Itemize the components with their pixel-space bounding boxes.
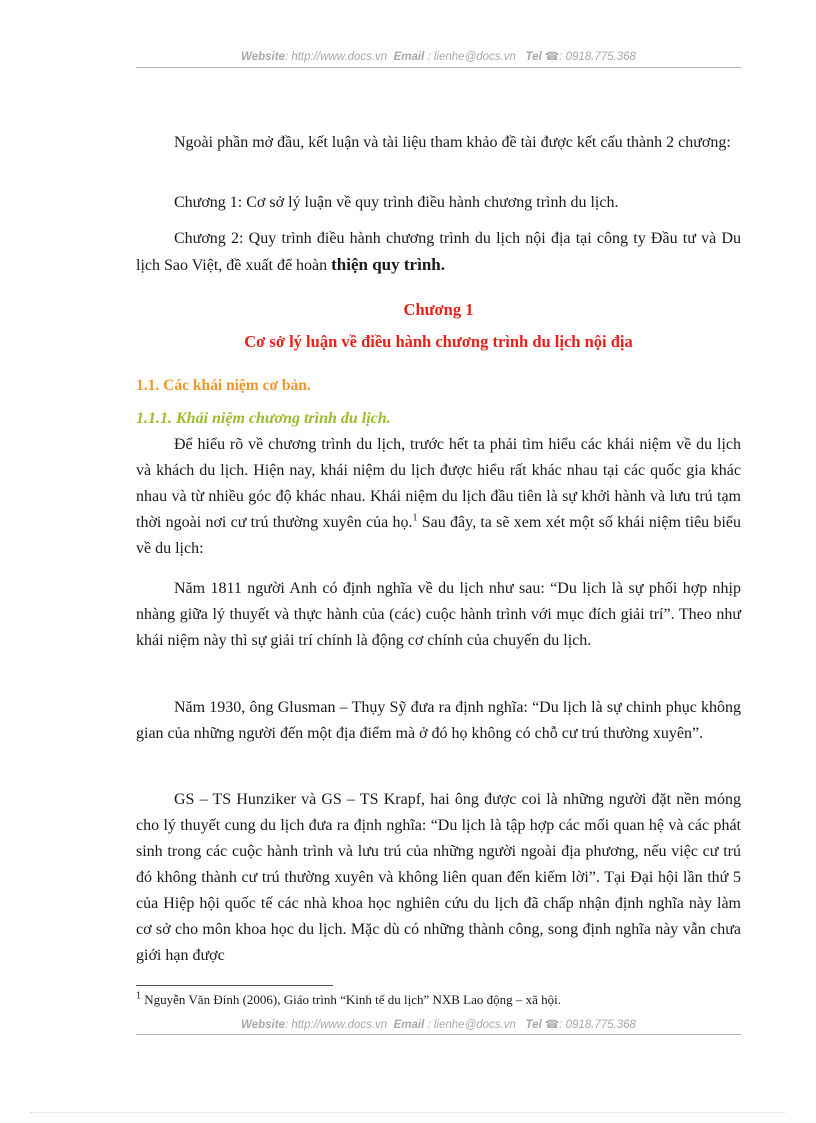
body-paragraph-2: Năm 1811 người Anh có định nghĩa về du lịch như sau: “Du lịch là sự phối hợp nhịp nhàng giữa lý thuyết và thực hành của (các) cuộc hành trình với mục đích giải trí”. Theo như khái niệm này thì sự giải trí chính là động cơ chính của chuyến du lịch. <box>136 580 741 649</box>
footer-phone-icon: ☎ <box>544 1019 560 1031</box>
body-paragraph-1 <box>136 432 741 562</box>
footnote-mark: 1 <box>136 990 141 1002</box>
chapter-2-outline-text: Chương 2: Quy trình điều hành chương trình du lịch nội địa tại công ty Đầu tư và Du lịch Sao Việt, đề xuất để hoàn <box>136 230 741 274</box>
footnote-text: Nguyễn Văn Đính (2006), Giáo trình “Kinh tế du lịch” NXB Lao động – xã hội. <box>141 992 562 1007</box>
body-paragraph-4: GS – TS Hunziker và GS – TS Krapf, hai ông được coi là những người đặt nền móng cho lý thuyết cung du lịch đưa ra định nghĩa: “Du lịch là tập hợp các mối quan hệ và các phát sinh trong các cuộc hành trình và lưu trú của những người ngoài địa phương, nếu việc cư trú đó không thành cư trú thường xuyên và không liên quan đến kiếm lời”. Tại Đại hội lần thứ 5 của Hiệp hội quốc tế các nhà khoa học nghiên cứu du lịch đã chấp nhận định nghĩa này làm cơ sở cho môn khoa học du lịch. Mặc dù có những thành công, song định nghĩa này vẫn chưa giới hạn được <box>136 791 741 964</box>
chapter-title: Cơ sở lý luận về điều hành chương trình du lịch nội địa <box>244 332 633 351</box>
footer-email-link[interactable]: : lienhe@docs.vn <box>427 1019 516 1031</box>
footer-website-link[interactable]: : http://www.docs.vn <box>284 1019 388 1031</box>
body-paragraph-1-tail: Sau đây, ta sẽ xem xét một số khái niệm tiêu biểu về du lịch: <box>136 514 741 557</box>
chapter-number: Chương 1 <box>403 300 474 319</box>
footer-email-label: Email <box>393 1019 425 1031</box>
chapter-2-outline-bold: thiện quy trình. <box>331 255 445 274</box>
phone-icon: ☎ <box>544 51 560 63</box>
intro-paragraph: Ngoài phần mở đầu, kết luận và tài liệu tham khảo đề tài được kết cấu thành 2 chương: <box>174 134 731 151</box>
email-label: Email <box>393 51 425 63</box>
tel-label: Tel <box>525 51 542 63</box>
chapter-2-outline <box>136 226 741 279</box>
website-link[interactable]: : http://www.docs.vn <box>284 51 388 63</box>
body-paragraph-3: Năm 1930, ông Glusman – Thụy Sỹ đưa ra định nghĩa: “Du lịch là sự chinh phục không gian của những người đến một địa điểm mà ở đó họ không có chỗ cư trú thường xuyên”. <box>136 699 741 742</box>
footnote <box>136 991 741 1009</box>
body-paragraph-1-text: Để hiểu rõ về chương trình du lịch, trước hết ta phải tìm hiểu các khái niệm về du lịch và khách du lịch. Hiện nay, khái niệm du lịch được hiểu rất khác nhau tại các quốc gia khác nhau và từ nhiều góc độ khác nhau. Khái niệm du lịch đầu tiên là sự khởi hành và lưu trú tạm thời ngoài nơi cư trú thường xuyên của họ. <box>136 436 741 531</box>
section-heading-1-1-1: 1.1.1. Khái niệm chương trình du lịch. <box>136 410 391 427</box>
website-label: Website <box>241 51 285 63</box>
footer-tel-label: Tel <box>525 1019 542 1031</box>
page-header <box>136 49 741 63</box>
chapter-1-outline: Chương 1: Cơ sở lý luận về quy trình điều hành chương trình du lịch. <box>174 194 619 211</box>
page-edge-divider <box>30 1112 786 1113</box>
section-heading-1-1: 1.1. Các khái niệm cơ bản. <box>136 377 311 394</box>
footnote-reference[interactable]: 1 <box>412 512 418 524</box>
footer-website-label: Website <box>241 1019 285 1031</box>
footer-tel-value: : 0918.775.368 <box>559 1019 636 1031</box>
header-rule <box>136 67 741 68</box>
page-footer <box>136 1017 741 1031</box>
email-link[interactable]: : lienhe@docs.vn <box>427 51 516 63</box>
footer-rule <box>136 1034 741 1035</box>
footnote-separator <box>136 985 333 986</box>
tel-value: : 0918.775.368 <box>559 51 636 63</box>
